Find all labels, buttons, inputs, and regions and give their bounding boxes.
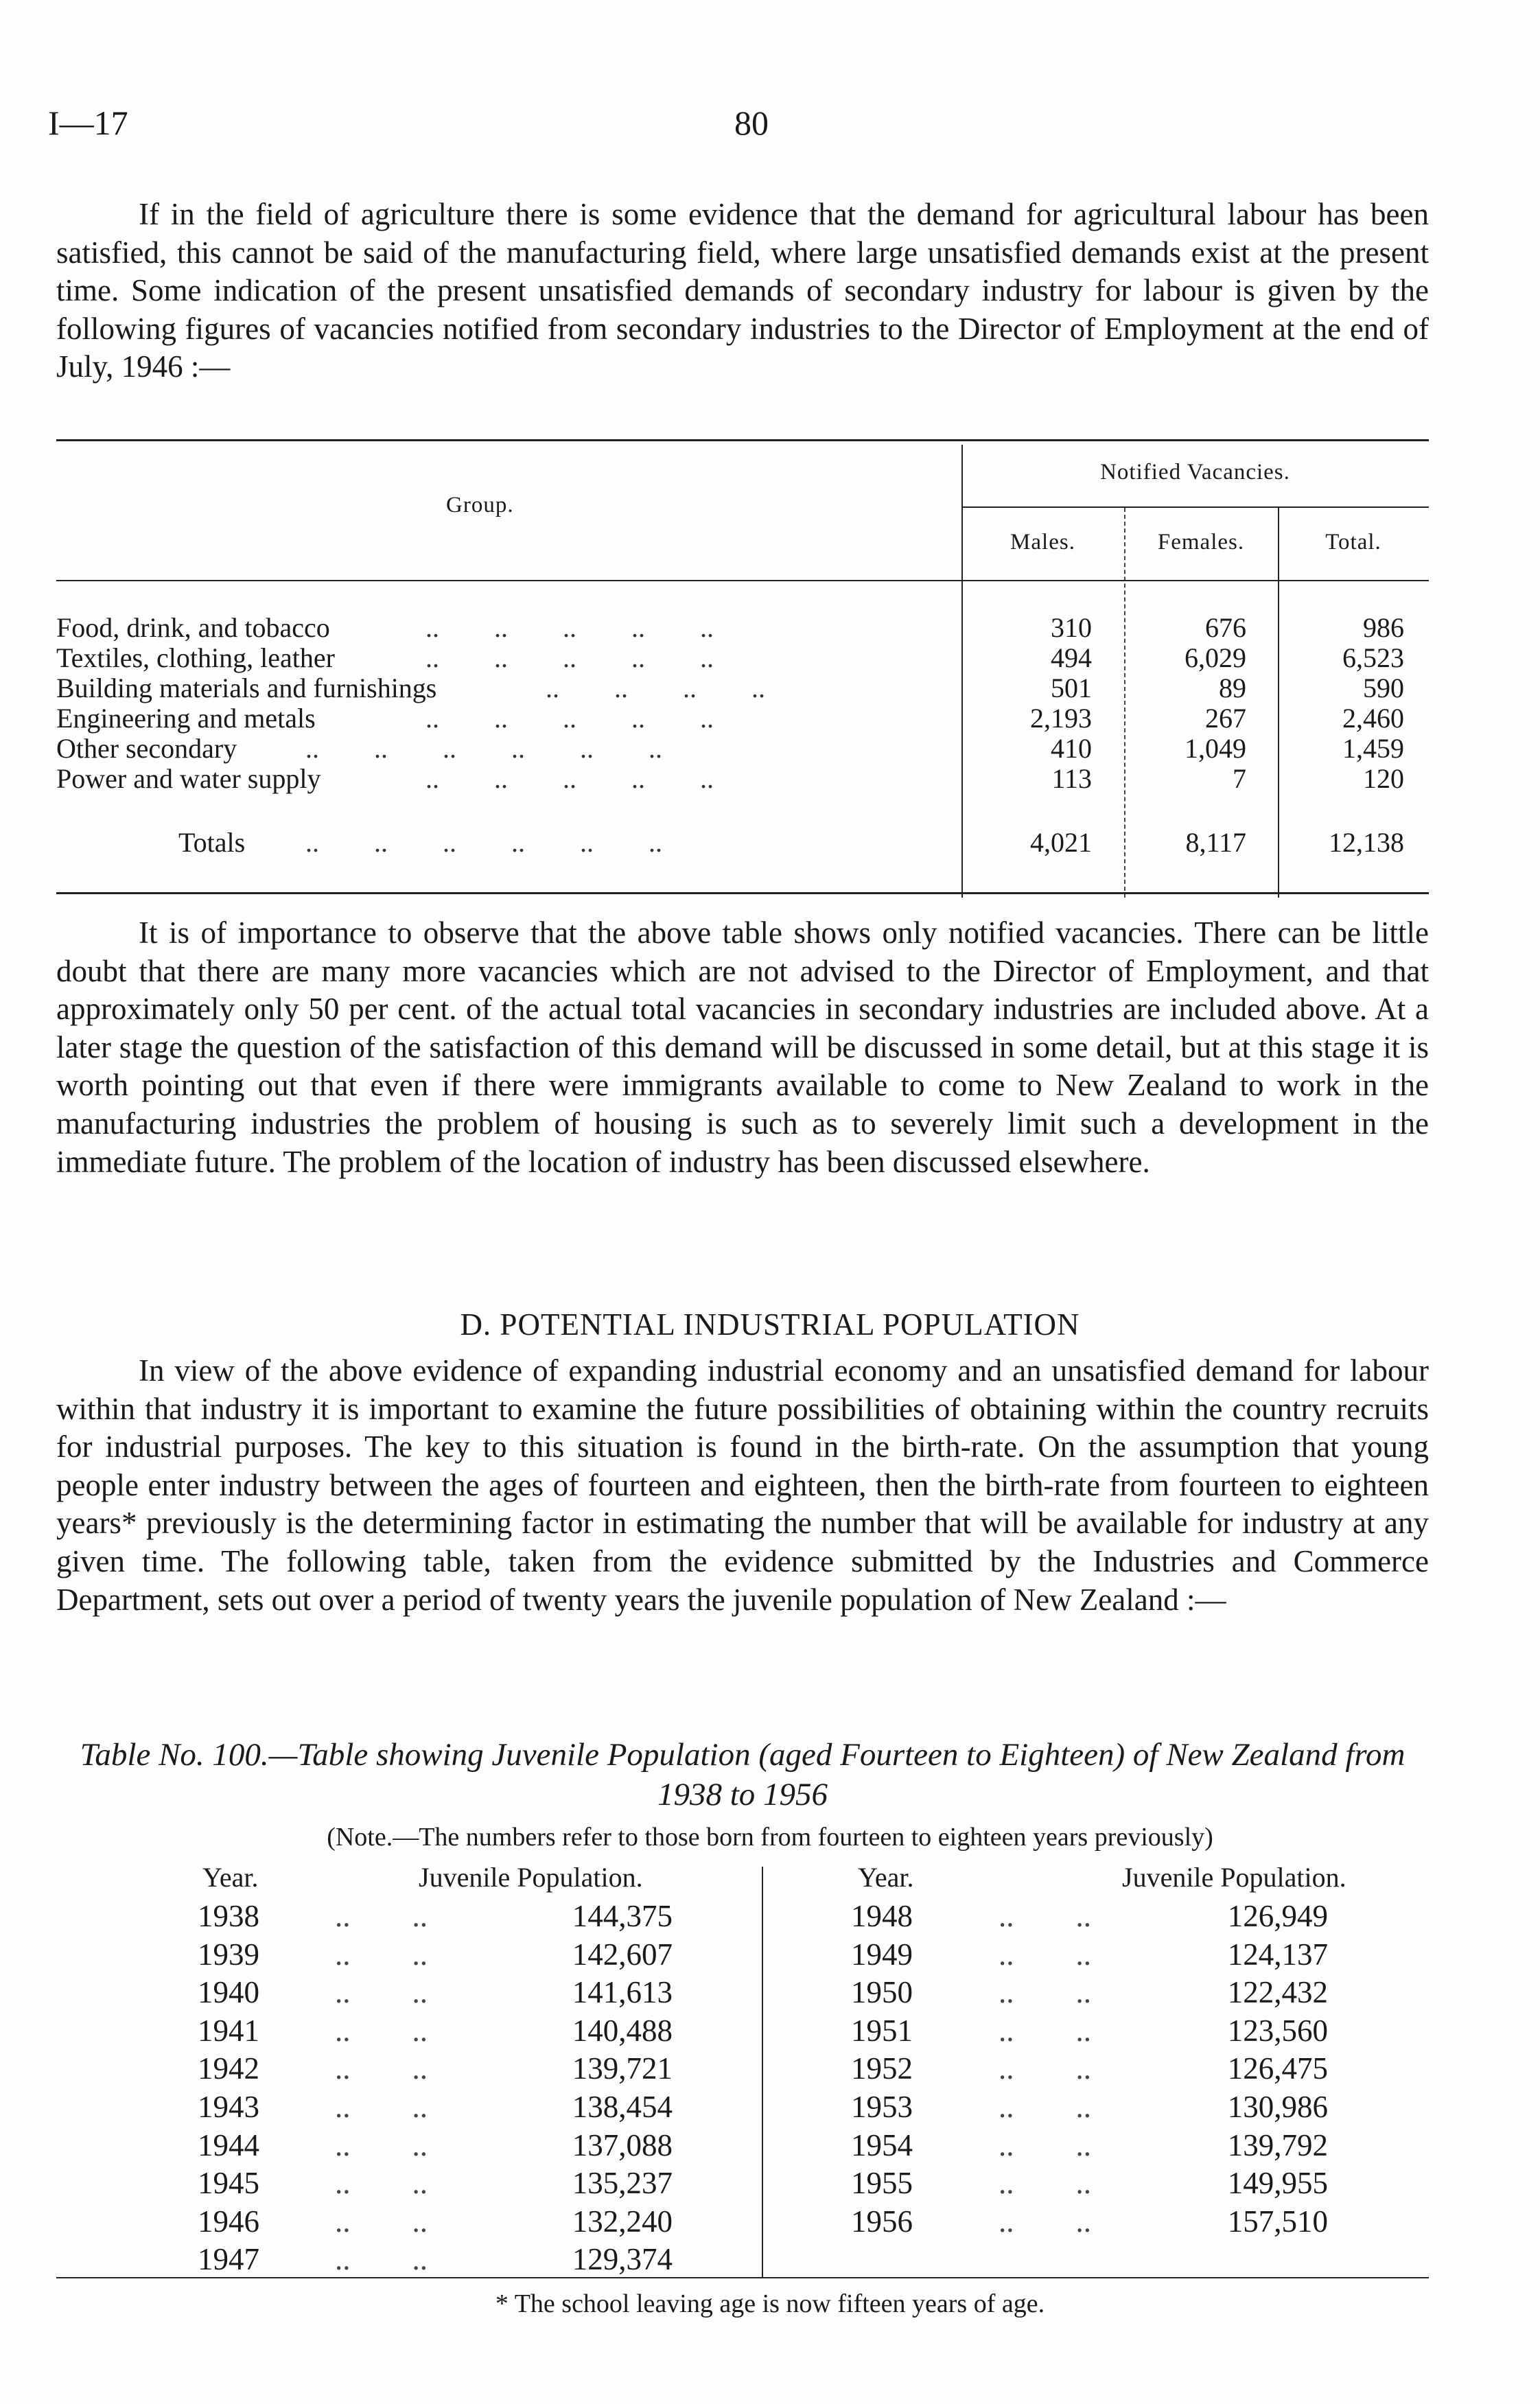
leader-dots: .. .. (999, 2051, 1091, 2086)
leader-dots: .. .. (335, 2051, 428, 2086)
column-header-notified-vacancies: Notified Vacancies. (1100, 460, 1290, 485)
population-cell: 141,613 (572, 1975, 673, 2010)
column-header-year-left: Year. (202, 1862, 259, 1893)
leader-dots: .. .. .. .. .. (425, 763, 714, 794)
cell-total: 120 (1363, 763, 1404, 794)
year-cell: 1945 (198, 2166, 259, 2201)
page-number: 80 (734, 104, 769, 142)
cell-males-total: 4,021 (1030, 827, 1092, 858)
year-cell: 1939 (198, 1937, 259, 1972)
population-cell: 138,454 (572, 2090, 673, 2124)
leader-dots: .. .. (335, 2204, 428, 2239)
leader-dots: .. .. (335, 2127, 428, 2162)
table-center-divider (762, 1867, 763, 2278)
population-cell: 124,137 (1227, 1937, 1328, 1972)
table-bottom-rule (56, 892, 1429, 894)
leader-dots: .. .. (999, 1975, 1091, 2010)
leader-dots: .. .. (999, 2166, 1091, 2201)
population-cell: 140,488 (572, 2013, 673, 2048)
leader-dots: .. .. (335, 2090, 428, 2124)
population-cell: 144,375 (572, 1899, 673, 1933)
row-group-label: Other secondary (56, 733, 237, 764)
cell-males: 494 (1051, 642, 1092, 673)
cell-grand-total: 12,138 (1329, 827, 1404, 858)
year-cell: 1943 (198, 2090, 259, 2124)
year-cell: 1952 (851, 2051, 913, 2086)
column-header-group: Group. (446, 493, 514, 517)
cell-total: 986 (1363, 612, 1404, 643)
cell-females: 89 (1219, 673, 1246, 703)
column-header-males: Males. (1010, 530, 1075, 555)
table-top-rule (56, 439, 1429, 441)
cell-males: 113 (1051, 763, 1092, 794)
year-cell: 1955 (851, 2166, 913, 2201)
cell-total: 590 (1363, 673, 1404, 703)
leader-dots: .. .. .. .. .. .. (305, 827, 662, 858)
cell-females-total: 8,117 (1185, 827, 1246, 858)
cell-females: 267 (1205, 703, 1246, 734)
population-cell: 139,792 (1227, 2127, 1328, 2162)
page-header (48, 103, 1448, 151)
cell-females: 676 (1205, 612, 1246, 643)
year-cell: 1947 (198, 2242, 259, 2277)
cell-females: 7 (1233, 763, 1246, 794)
leader-dots: .. .. (335, 1975, 428, 2010)
population-cell: 122,432 (1227, 1975, 1328, 2010)
table-caption: Table No. 100.—Table showing Juvenile Population (aged Fourteen to Eighteen) of New Zealand from 1938 to 1956 (80, 1737, 1405, 1812)
leader-dots: .. .. (999, 2013, 1091, 2048)
cell-females: 1,049 (1185, 733, 1246, 764)
cell-total: 6,523 (1342, 642, 1404, 673)
totals-label: Totals (178, 827, 246, 858)
cell-females: 6,029 (1185, 642, 1246, 673)
leader-dots: .. .. (335, 2166, 428, 2201)
population-cell: 130,986 (1227, 2090, 1328, 2124)
population-cell: 132,240 (572, 2204, 673, 2239)
cell-males: 310 (1051, 612, 1092, 643)
leader-dots: .. .. (335, 2013, 428, 2048)
year-cell: 1948 (851, 1899, 913, 1933)
population-cell: 157,510 (1227, 2204, 1328, 2239)
leader-dots: .. .. (999, 1899, 1091, 1933)
column-header-year-right: Year. (858, 1862, 914, 1893)
column-header-females: Females. (1157, 530, 1245, 555)
population-cell: 139,721 (572, 2051, 673, 2086)
column-header-population-left: Juvenile Population. (419, 1862, 643, 1893)
leader-dots: .. .. .. .. .. (425, 612, 714, 643)
population-cell: 149,955 (1227, 2166, 1328, 2201)
leader-dots: .. .. (999, 2127, 1091, 2162)
leader-dots: .. .. .. .. (546, 673, 765, 703)
leader-dots: .. .. .. .. .. .. (305, 733, 662, 764)
year-cell: 1949 (851, 1937, 913, 1972)
row-group-label: Textiles, clothing, leather (56, 642, 335, 673)
leader-dots: .. .. (999, 2090, 1091, 2124)
year-cell: 1951 (851, 2013, 913, 2048)
row-group-label: Engineering and metals (56, 703, 316, 734)
leader-dots: .. .. .. .. .. (425, 642, 714, 673)
population-cell: 135,237 (572, 2166, 673, 2201)
column-header-population-right: Juvenile Population. (1122, 1862, 1346, 1893)
footnote: * The school leaving age is now fifteen years of age. (495, 2289, 1045, 2318)
year-cell: 1953 (851, 2090, 913, 2124)
year-cell: 1950 (851, 1975, 913, 2010)
paragraph-agriculture-manufacturing: If in the field of agriculture there is some evidence that the demand for agricultural labour has been satisfied, this cannot be said of the manufacturing field, where large unsatisfied demands exist at the present time. Some indication of the present unsatisfied demands of secondary industry for labour is given by the following figures of vacancies notified from secondary industries to the Director of Employment at the end of July, 1946 :— (56, 197, 1429, 384)
population-cell: 126,475 (1227, 2051, 1328, 2086)
year-cell: 1938 (198, 1899, 259, 1933)
leader-dots: .. .. .. .. .. (425, 703, 714, 734)
table-header-rule (56, 580, 1429, 581)
paragraph-birth-rate: In view of the above evidence of expanding industrial economy and an unsatisfied demand for labour within that industry it is important to examine the future possibilities of obtaining within the country recruits for industrial purposes. The key to this situation is found in the birth-rate. On the assumption that young people enter industry between the ages of fourteen and eighteen, then the birth-rate from fourteen to eighteen years* previously is the determining factor in estimating the number that will be available for industry at any given time. The following table, taken from the evidence submitted by the Industries and Commerce Department, sets out over a period of twenty years the juvenile population of New Zealand :— (56, 1353, 1429, 1617)
cell-total: 2,460 (1342, 703, 1404, 734)
year-cell: 1956 (851, 2204, 913, 2239)
cell-males: 2,193 (1030, 703, 1092, 734)
year-cell: 1940 (198, 1975, 259, 2010)
cell-males: 410 (1051, 733, 1092, 764)
year-cell: 1941 (198, 2013, 259, 2048)
section-heading: D. POTENTIAL INDUSTRIAL POPULATION (460, 1307, 1080, 1342)
population-cell: 123,560 (1227, 2013, 1328, 2048)
leader-dots: .. .. (999, 2204, 1091, 2239)
year-cell: 1942 (198, 2051, 259, 2086)
row-group-label: Food, drink, and tobacco (56, 612, 330, 643)
year-cell: 1946 (198, 2204, 259, 2239)
paragraph-notified-vacancies: It is of importance to observe that the above table shows only notified vacancies. There can be little doubt that there are many more vacancies which are not advised to the Director of Employment, and that approximately only 50 per cent. of the actual total vacancies in secondary industries are included above. At a later stage the question of the satisfaction of this demand will be discussed in some detail, but at this stage it is worth pointing out that even if there were immigrants available to come to New Zealand to work in the manufacturing industries the problem of housing is such as to severely limit such a development in the immediate future. The problem of the location of industry has been discussed elsewhere. (56, 915, 1429, 1179)
row-group-label: Power and water supply (56, 763, 321, 794)
year-cell: 1954 (851, 2127, 913, 2162)
population-cell: 137,088 (572, 2127, 673, 2162)
cell-males: 501 (1051, 673, 1092, 703)
cell-total: 1,459 (1342, 733, 1404, 764)
row-group-label: Building materials and furnishings (56, 673, 437, 703)
leader-dots: .. .. (999, 1937, 1091, 1972)
document-reference: I—17 (48, 104, 128, 142)
year-cell: 1944 (198, 2127, 259, 2162)
table-subheader-rule (961, 506, 1429, 508)
population-cell: 142,607 (572, 1937, 673, 1972)
population-cell: 126,949 (1227, 1899, 1328, 1933)
leader-dots: .. .. (335, 1937, 428, 1972)
population-cell: 129,374 (572, 2242, 673, 2277)
table-bottom-rule (56, 2277, 1429, 2278)
leader-dots: .. .. (335, 1899, 428, 1933)
table-note: (Note.—The numbers refer to those born from fourteen to eighteen years previously) (327, 1823, 1213, 1852)
column-header-total: Total. (1325, 530, 1381, 555)
leader-dots: .. .. (335, 2242, 428, 2277)
